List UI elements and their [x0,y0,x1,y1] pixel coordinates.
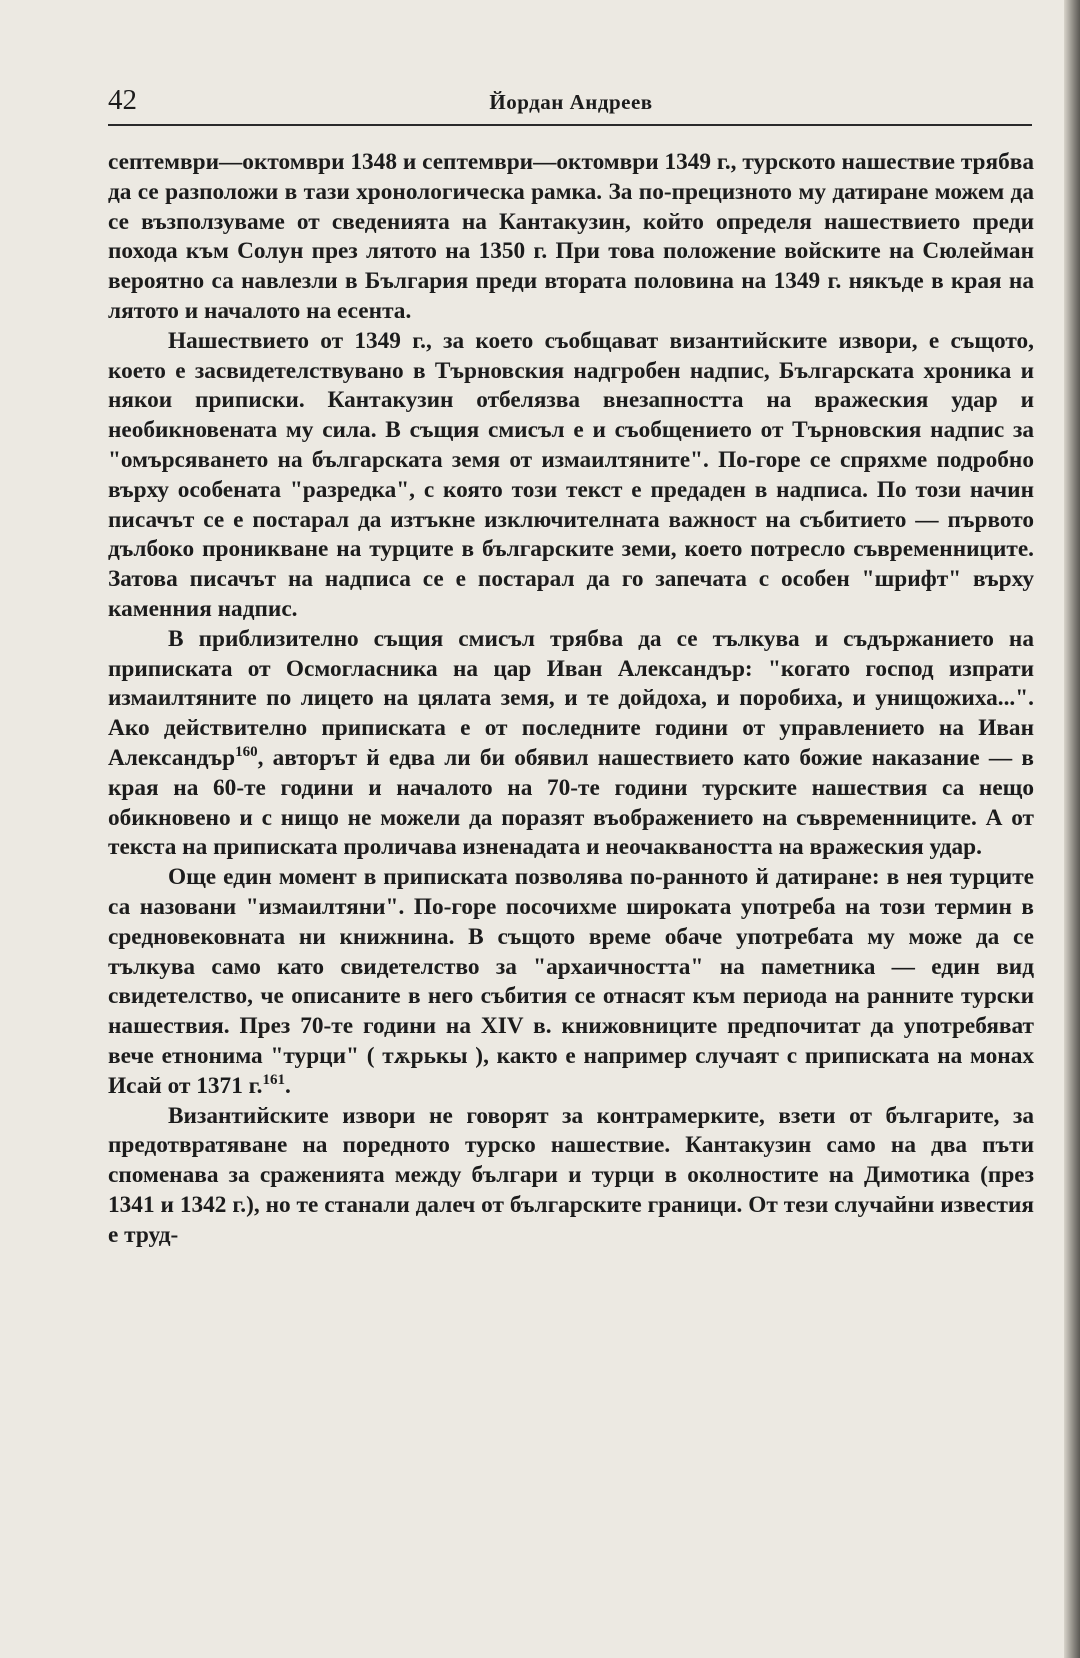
paragraph-4-text-b: . [284,1072,291,1099]
paragraph-1: септември—октомври 1348 и септември—октомври 1349 г., турското нашествие трябва да се разположи в тази хронологическа рамка. За по-прецизното му датиране можем да се възползуваме от сведенията на Кантакузин, който определя нашествието преди похода към Солун през лятото на 1350 г. При това положение войските на Сюлейман вероятно са навлезли в България преди втората половина на 1349 г. някъде в края на лятото и началото на есента. [108,149,1034,324]
paragraph-4-text-a: Още един момент в приписката позволява по-ранното й датиране: в нея турците са назовани "измаилтяни". По-горе посочихме широката употреба на този термин в средновековната ни книжнина. В същото време обаче употребата му може да се тълкува само като свидетелство за "архаичността" на паметника — един вид свидетелство, че описаните в него събития се отнасят към периода на ранните турски нашествия. През 70-те години на XIV в. книжовниците предпочитат да употребяват вече етнонима "турци" ( тѫрькы ), както е например случаят с приписката на монах Исай от 1371 г. [108,864,1034,1099]
page-header [108,80,1034,120]
paragraph-5: Византийските извори не говорят за контрамерките, взети от българите, за предотвратяване на поредното турско нашествие. Кантакузин само на два пъти споменава за сраженията между българи и турци в околностите на Димотика (през 1341 и 1342 г.), но те станали далеч от българските граници. От тези случайни известия е труд- [108,1102,1034,1248]
header-rule [108,124,1032,126]
running-head: Йордан Андреев [489,90,653,114]
footnote-ref-161: 161 [262,1071,285,1088]
paragraph-2: Нашествието от 1349 г., за което съобщават византийските извори, е същото, което е засвидетелствувано в Търновския надгробен надпис, Българската хроника и някои приписки. Кантакузин отбелязва внезапността на вражеския удар и необикновената му сила. В същия смисъл е и съобщението от Търновския надпис за "омърсяването на българската земя от измаилтяните". По-горе се спряхме подробно върху особената "разредка", с която този текст е предаден в надписа. По този начин писачът се е постарал да изтъкне изключителната важност на събитието — първото дълбоко проникване на турците в българските земи, което потресло съвременниците. Затова писачът на надписа се е постарал да го запечата с особен "шрифт" върху каменния надпис. [108,327,1034,622]
paragraph-3 [108,625,1034,863]
page-number: 42 [108,84,137,116]
page-edge-shadow [1064,0,1080,1658]
paragraph-4 [108,863,1034,1101]
paragraph-3-text-b: , авторът й едва ли би обявил нашествието като божие наказание — в края на 60-те години и началото на 70-те години турските нашествия са нещо обикновено и с нищо не можели да поразят въображението на съвременниците. А от текста на приписката проличава изненадата и неочакваността на вражеския удар. [108,744,1034,861]
body-text [108,148,1034,1250]
paragraph-3-text-a: В приблизително същия смисъл трябва да се тълкува и съдържанието на приписката от Осмогласника на цар Иван Александър: "когато господ изпрати измаилтяните по лицето на цялата земя, и те дойдоха, и поробиха, и унищожиха...". Ако действително приписката е от последните години от управлението на Иван Александър [108,625,1034,771]
footnote-ref-160: 160 [235,744,258,761]
